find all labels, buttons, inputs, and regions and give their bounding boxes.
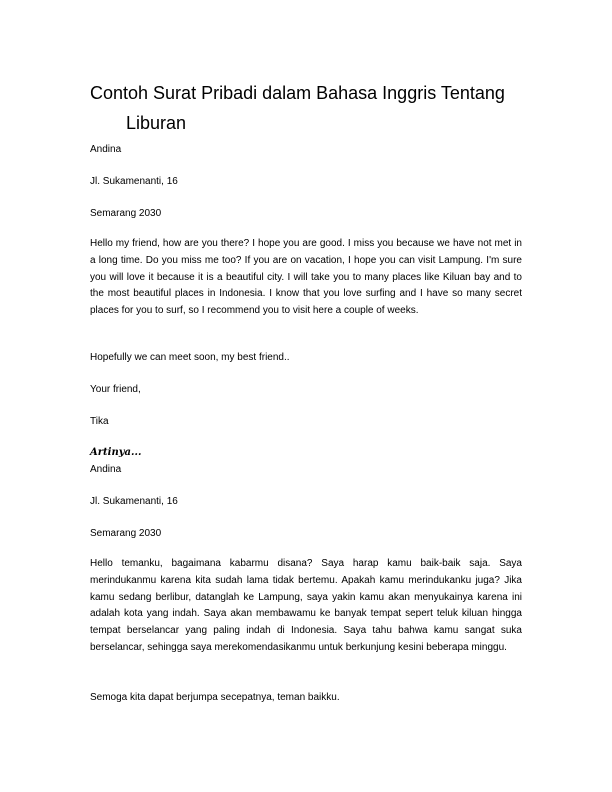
indonesian-letter-body: Hello temanku, bagaimana kabarmu disana? Saya harap kamu baik-baik saja. Saya merindukanmu karena kita sudah lama tidak bertemu. Apakah kamu merindukanku juga? Jika kamu sedang berlibur, datanglah ke Lampung, saya yakin kamu akan menyukainya karena ini adalah kota yang indah. Saya akan membawamu ke banyak tempat sepert teluk kiluan hingga tempat berselancar yang paling indah di Indonesia. Saya tahu bahwa kamu sangat suka berselancar, sehingga saya merekomendasikanmu untuk berkunjung kesini beberapa minggu. [90,558,522,653]
english-sender: Andina [90,144,122,155]
english-city-date: Semarang 2030 [90,208,162,219]
page-title [90,80,550,136]
english-address: Jl. Sukamenanti, 16 [90,176,178,187]
english-signature: Tika [90,416,109,427]
translation-heading: Artinya... [90,447,142,458]
indonesian-closing-line: Semoga kita dapat berjumpa secepatnya, teman baikku. [90,692,340,703]
english-letter-body: Hello my friend, how are you there? I hope you are good. I miss you because we have not met in a long time. Do you miss me too? If you are on vacation, I hope you can visit Lampung. I'm sure you will love it because it is a beautiful city. I will take you to many places like Kiluan bay and to the most beautiful places in Indonesia. I know that you love surfing and I have so many secret places for you to surf, so I recommend you to visit here a couple of weeks. [90,238,522,317]
title-line-1: Contoh Surat Pribadi dalam Bahasa Inggris Tentang [90,83,505,103]
english-closing-line: Hopefully we can meet soon, my best friend.. [90,352,290,363]
english-salutation: Your friend, [90,384,141,395]
indonesian-sender: Andina [90,464,122,475]
indonesian-address: Jl. Sukamenanti, 16 [90,496,178,507]
title-line-2: Liburan [126,113,187,133]
indonesian-city-date: Semarang 2030 [90,528,162,539]
